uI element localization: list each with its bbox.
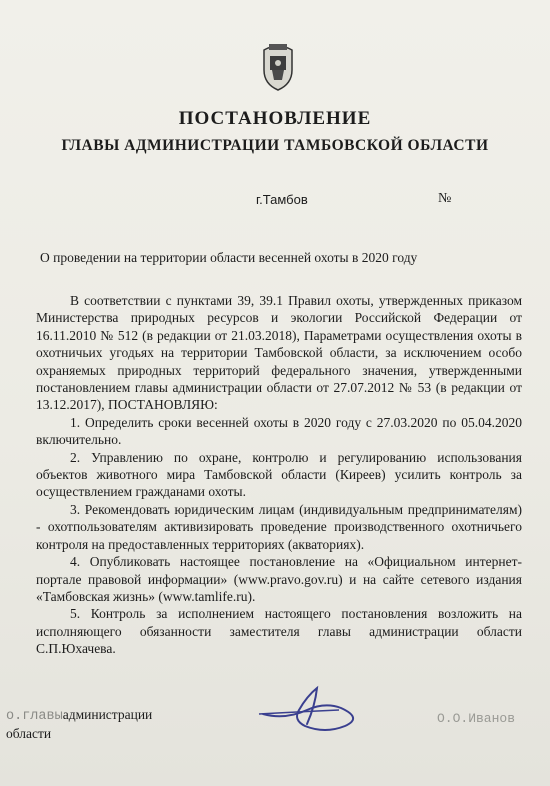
list-item: 1. Определить сроки весенней охоты в 2020 году с 27.03.2020 по 05.04.2020 включительно. <box>36 414 522 448</box>
list-item: 4. Опубликовать настоящее постановление на «Официальном интернет-портале правовой информации» (www.pravo.gov.ru) и на сайте сетевого издания «Тамбовская жизнь» (www.tamlife.ru). <box>36 554 522 604</box>
document-subject: О проведении на территории области весенней охоты в 2020 году <box>40 250 418 265</box>
preamble-paragraph: В соответствии с пунктами 39, 39.1 Правил охоты, утвержденных приказом Министерства природных ресурсов и экологии Российской Федерации от 16.11.2010 № 512 (в редакции от 21.03.2018), Параметрами осуществления охоты в охотничьих угодьях на территории Тамбовской области, за исключением особо охраняемых природных территорий федерального значения, утвержденными постановлением главы администрации области от 27.07.2012 № 53 (в редакции от 13.12.2017), ПОСТАНОВЛЯЮ: <box>36 293 522 413</box>
document-subtitle: ГЛАВЫ АДМИНИСТРАЦИИ ТАМБОВСКОЙ ОБЛАСТИ <box>61 137 489 154</box>
document-body <box>36 292 522 658</box>
signatory-position <box>6 706 152 742</box>
signatory-position-line1: о.главыадминистрации <box>6 707 153 724</box>
list-item: 5. Контроль за исполнением настоящего постановления возложить на исполняющего обязанности заместителя главы администрации области С.П.Юхачева. <box>36 606 522 657</box>
tambov-coat-of-arms-icon <box>258 40 298 92</box>
number-label: № <box>438 191 452 206</box>
signatory-position-line2: области <box>6 726 52 741</box>
place-label: г.Тамбов <box>256 192 308 207</box>
handwritten-signature-icon <box>255 680 375 740</box>
signatory-name: О.О.Иванов <box>437 711 516 726</box>
document-title: ПОСТАНОВЛЕНИЕ <box>178 108 372 129</box>
list-item: 2. Управлению по охране, контролю и регулированию использования объектов животного мира Тамбовской области (Киреев) усилить контроль за осуществлением гражданами охоты. <box>36 449 522 500</box>
list-item: 3. Рекомендовать юридическим лицам (индивидуальным предпринимателям) - охотпользователям активизировать проведение производственного охотничьего контроля на предоставленных территориях (акваториях). <box>36 501 522 552</box>
